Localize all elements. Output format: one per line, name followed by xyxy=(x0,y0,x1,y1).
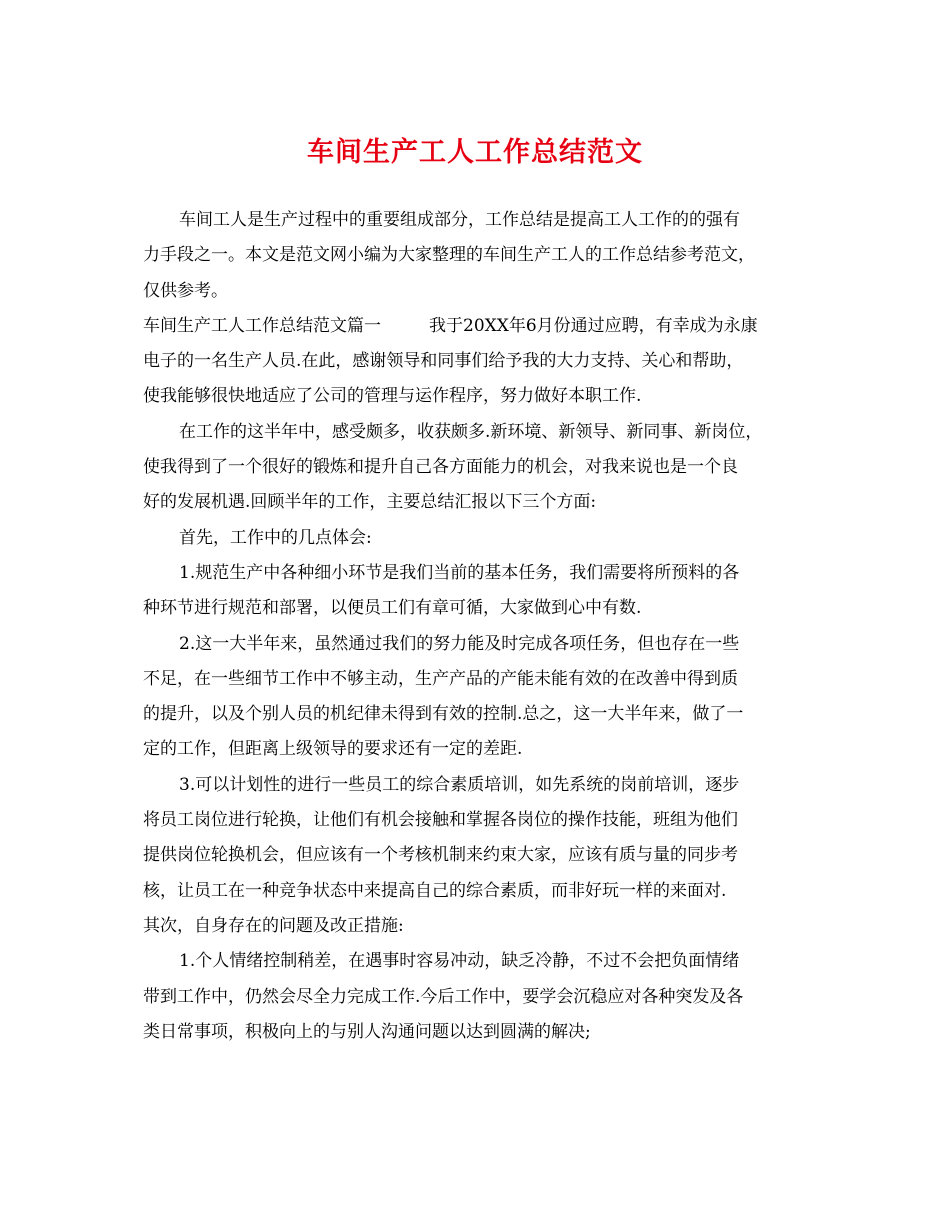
text-line: 定的工作，但距离上级领导的要求还有一定的差距. xyxy=(143,739,523,760)
text-line: 核，让员工在一种竞争状态中来提高自己的综合素质，而非好玩一样的来面对. xyxy=(143,880,727,901)
text-run: 我于20XX年6月份通过应聘，有幸成为永康 xyxy=(429,315,758,336)
text-line: 电子的一名生产人员.在此，感谢领导和同事们给予我的大力支持、关心和帮助， xyxy=(143,351,744,372)
text-line: 类日常事项，积极向上的与别人沟通问题以达到圆满的解决; xyxy=(143,1021,591,1042)
text-line: 的提升，以及个别人员的机纪律未得到有效的控制.总之，这一大半年来，做了一 xyxy=(143,704,744,725)
text-line: 使我能够很快地适应了公司的管理与运作程序，努力做好本职工作. xyxy=(143,386,642,407)
text-line: 车间工人是生产过程中的重要组成部分，工作总结是提高工人工作的的强有 xyxy=(179,210,740,230)
text-line-with-heading xyxy=(143,309,815,344)
document-title: 车间生产工人工作总结范文 xyxy=(307,137,643,168)
text-line: 提供岗位轮换机会，但应该有一个考核机制来约束大家，应该有质与量的同步考 xyxy=(143,845,738,866)
text-line: 2.这一大半年来，虽然通过我们的努力能及时完成各项任务，但也存在一些 xyxy=(179,633,740,654)
text-line: 其次，自身存在的问题及改正措施: xyxy=(143,915,404,936)
text-line: 将员工岗位进行轮换，让他们有机会接触和掌握各岗位的操作技能，班组为他们 xyxy=(143,810,738,831)
text-line: 首先，工作中的几点体会: xyxy=(179,527,372,548)
section-heading: 车间生产工人工作总结范文篇一 xyxy=(143,315,381,336)
text-line: 3.可以计划性的进行一些员工的综合素质培训，如先系统的岗前培训，逐步 xyxy=(179,774,740,795)
text-line: 力手段之一。本文是范文网小编为大家整理的车间生产工人的工作总结参考范文， xyxy=(143,245,755,266)
text-line: 种环节进行规范和部署，以便员工们有章可循，大家做到心中有数. xyxy=(143,598,642,619)
text-line: 仅供参考。 xyxy=(143,280,228,301)
text-line: 1.规范生产中各种细小环节是我们当前的基本任务，我们需要将所预料的各 xyxy=(179,562,740,583)
text-line: 在工作的这半年中，感受颇多，收获颇多.新环境、新领导、新同事、新岗位， xyxy=(179,421,763,442)
text-line: 带到工作中，仍然会尽全力完成工作.今后工作中，要学会沉稳应对各种突发及各 xyxy=(143,986,744,1007)
text-line: 使我得到了一个很好的锻炼和提升自己各方面能力的机会，对我来说也是一个良 xyxy=(143,457,738,478)
document-body xyxy=(143,203,815,1050)
text-line: 好的发展机遇.回顾半年的工作，主要总结汇报以下三个方面: xyxy=(143,492,597,513)
text-line: 不足，在一些细节工作中不够主动，生产产品的产能未能有效的在改善中得到质 xyxy=(143,668,738,689)
text-line: 1.个人情绪控制稍差，在遇事时容易冲动，缺乏冷静，不过不会把负面情绪 xyxy=(179,951,740,972)
